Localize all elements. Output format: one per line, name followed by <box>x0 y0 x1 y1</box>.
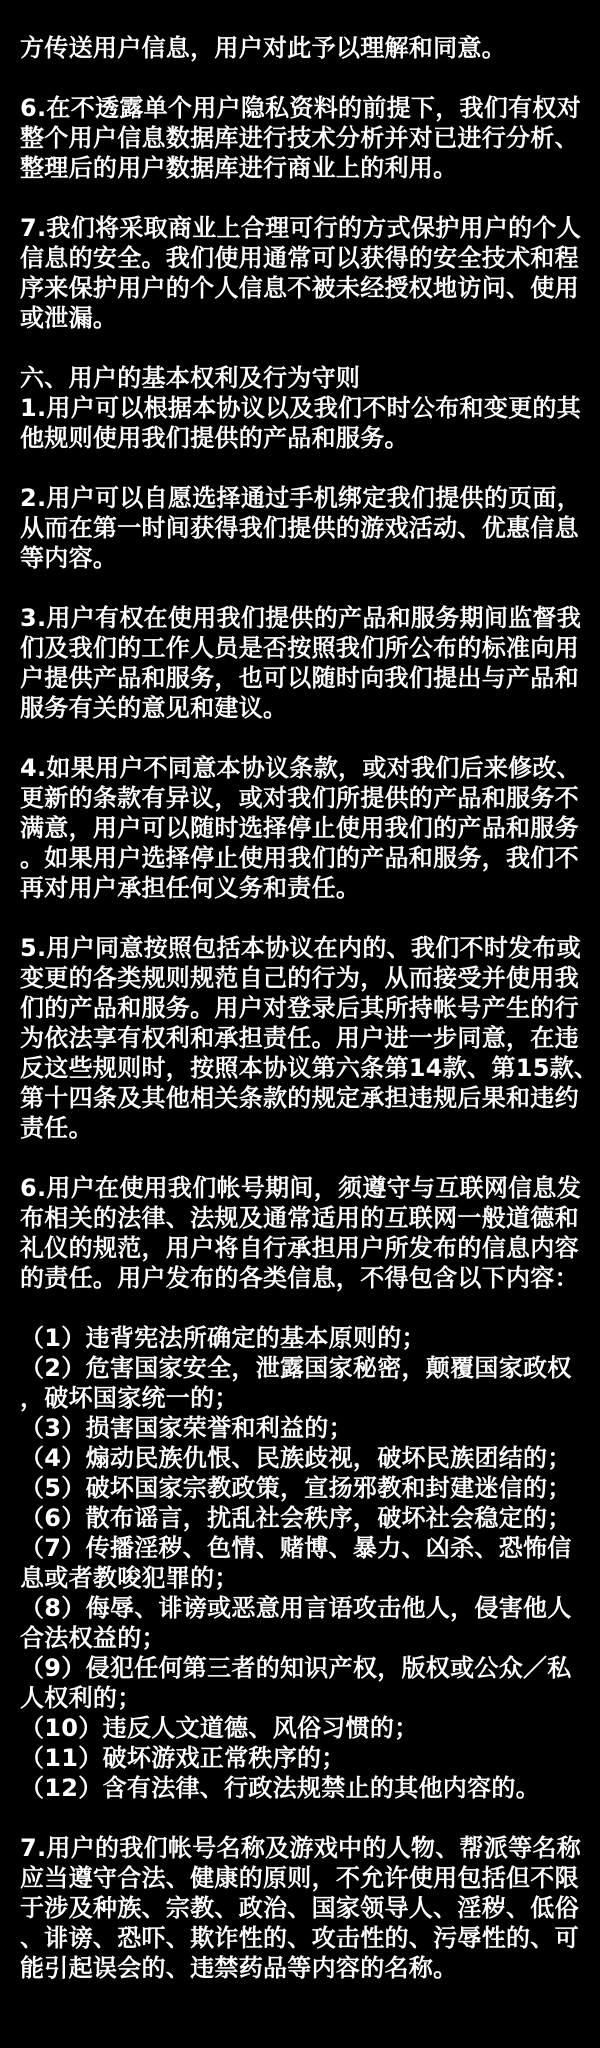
para-clause-6-data-analysis <box>20 93 582 183</box>
para-item-6-internet-rules <box>20 1173 582 1293</box>
text-line: 满意，用户可以随时选择停止使用我们的产品和服务 <box>20 814 579 842</box>
text-line: （3）损害国家荣誉和利益的； <box>20 1414 353 1442</box>
text-line: 5.用户同意按照包括本协议在内的、我们不时发布或 <box>20 934 582 962</box>
text-line: 更新的条款有异议，或对我们所提供的产品和服务不 <box>20 784 579 812</box>
text-line: 7.用户的我们帐号名称及游戏中的人物、帮派等名称 <box>20 1834 582 1862</box>
para-item-3-supervision <box>20 603 582 723</box>
text-line: 合法权益的； <box>20 1624 166 1652</box>
text-line: 六、用户的基本权利及行为守则 <box>20 364 361 392</box>
text-line: 从而在第一时间获得我们提供的游戏活动、优惠信息 <box>20 514 579 542</box>
text-line: 人权利的； <box>20 1684 142 1712</box>
text-line: 序来保护用户的个人信息不被未经授权地访问、使用 <box>20 274 579 302</box>
text-line: 6.用户在使用我们帐号期间，须遵守与互联网信息发 <box>20 1174 582 1202</box>
text-line: 7.我们将采取商业上合理可行的方式保护用户的个人 <box>20 214 582 242</box>
text-line: 第十四条及其他相关条款的规定承担违规后果和违约 <box>20 1084 579 1112</box>
text-line: 他规则使用我们提供的产品和服务。 <box>20 424 409 452</box>
text-line: 方传送用户信息，用户对此予以理解和同意。 <box>20 34 506 62</box>
text-line: 礼仪的规范，用户将自行承担用户所发布的信息内容 <box>20 1234 579 1262</box>
text-line: 于涉及种族、宗教、政治、国家领导人、淫秽、低俗 <box>20 1894 579 1922</box>
text-line: 布相关的法律、法规及通常适用的互联网一般道德和 <box>20 1204 579 1232</box>
text-line: 3.用户有权在使用我们提供的产品和服务期间监督我 <box>20 604 582 632</box>
text-line: 2.用户可以自愿选择通过手机绑定我们提供的页面， <box>20 484 582 512</box>
text-line: 或泄漏。 <box>20 304 118 332</box>
text-line: 等内容。 <box>20 544 118 572</box>
text-line: 6.在不透露单个用户隐私资料的前提下，我们有权对 <box>20 94 582 122</box>
text-line: 能引起误会的、违禁药品等内容的名称。 <box>20 1954 458 1982</box>
text-line: 。如果用户选择停止使用我们的产品和服务，我们不 <box>20 844 579 872</box>
text-line: （8）侮辱、诽谤或恶意用言语攻击他人，侵害他人 <box>20 1594 572 1622</box>
text-line: 应当遵守合法、健康的原则，不允许使用包括但不限 <box>20 1864 579 1892</box>
para-item-4-disagreement <box>20 753 582 903</box>
text-line: 再对用户承担任何义务和责任。 <box>20 874 361 902</box>
text-line: 4.如果用户不同意本协议条款，或对我们后来修改、 <box>20 754 582 782</box>
text-line: 反这些规则时，按照本协议第六条第14款、第15款、 <box>20 1054 599 1082</box>
text-line: 们及我们的工作人员是否按照我们所公布的标准向用 <box>20 634 579 662</box>
text-line: 整个用户信息数据库进行技术分析并对已进行分析、 <box>20 124 579 152</box>
text-line: （12）含有法律、行政法规禁止的其他内容的。 <box>20 1774 540 1802</box>
para-item-7-naming-rules <box>20 1833 582 1983</box>
text-line: （11）破坏游戏正常秩序的； <box>20 1744 346 1772</box>
text-line: （6）散布谣言，扰乱社会秩序，破坏社会稳定的； <box>20 1504 572 1532</box>
text-line: 变更的各类规则规范自己的行为，从而接受并使用我 <box>20 964 579 992</box>
text-line: （10）违反人文道德、风俗习惯的； <box>20 1714 419 1742</box>
paragraph-list <box>20 33 599 1983</box>
text-line: （5）破坏国家宗教政策，宣扬邪教和封建迷信的； <box>20 1474 572 1502</box>
text-line: 为依法享有权利和承担责任。用户进一步同意，在违 <box>20 1024 579 1052</box>
text-line: 整理后的用户数据库进行商业上的利用。 <box>20 154 458 182</box>
text-line: 、诽谤、恐吓、欺诈性的、攻击性的、污辱性的、可 <box>20 1924 579 1952</box>
text-line: （9）侵犯任何第三者的知识产权，版权或公众／私 <box>20 1654 572 1682</box>
text-line: （1）违背宪法所确定的基本原则的； <box>20 1324 426 1352</box>
text-line: 的责任。用户发布的各类信息，不得包含以下内容： <box>20 1264 579 1292</box>
text-line: 们的产品和服务。用户对登录后其所持帐号产生的行 <box>20 994 579 1022</box>
text-line: （2）危害国家安全，泄露国家秘密，颠覆国家政权 <box>20 1354 572 1382</box>
text-line: 信息的安全。我们使用通常可以获得的安全技术和程 <box>20 244 579 272</box>
text-line: ，破坏国家统一的； <box>20 1384 239 1412</box>
para-continuation-top <box>20 33 582 63</box>
section-six-heading-and-item-1 <box>20 363 582 453</box>
text-line: （4）煽动民族仇恨、民族歧视，破坏民族团结的； <box>20 1444 572 1472</box>
para-item-5-rules-compliance <box>20 933 599 1143</box>
text-line: 息或者教唆犯罪的； <box>20 1564 239 1592</box>
text-line: 户提供产品和服务，也可以随时向我们提出与产品和 <box>20 664 579 692</box>
para-item-2-phone-binding <box>20 483 582 573</box>
text-line: 责任。 <box>20 1114 93 1142</box>
text-line: 服务有关的意见和建议。 <box>20 694 288 722</box>
para-prohibited-content-list <box>20 1323 582 1803</box>
text-line: 1.用户可以根据本协议以及我们不时公布和变更的其 <box>20 394 582 422</box>
para-clause-7-security <box>20 213 582 333</box>
text-line: （7）传播淫秽、色情、赌博、暴力、凶杀、恐怖信 <box>20 1534 572 1562</box>
